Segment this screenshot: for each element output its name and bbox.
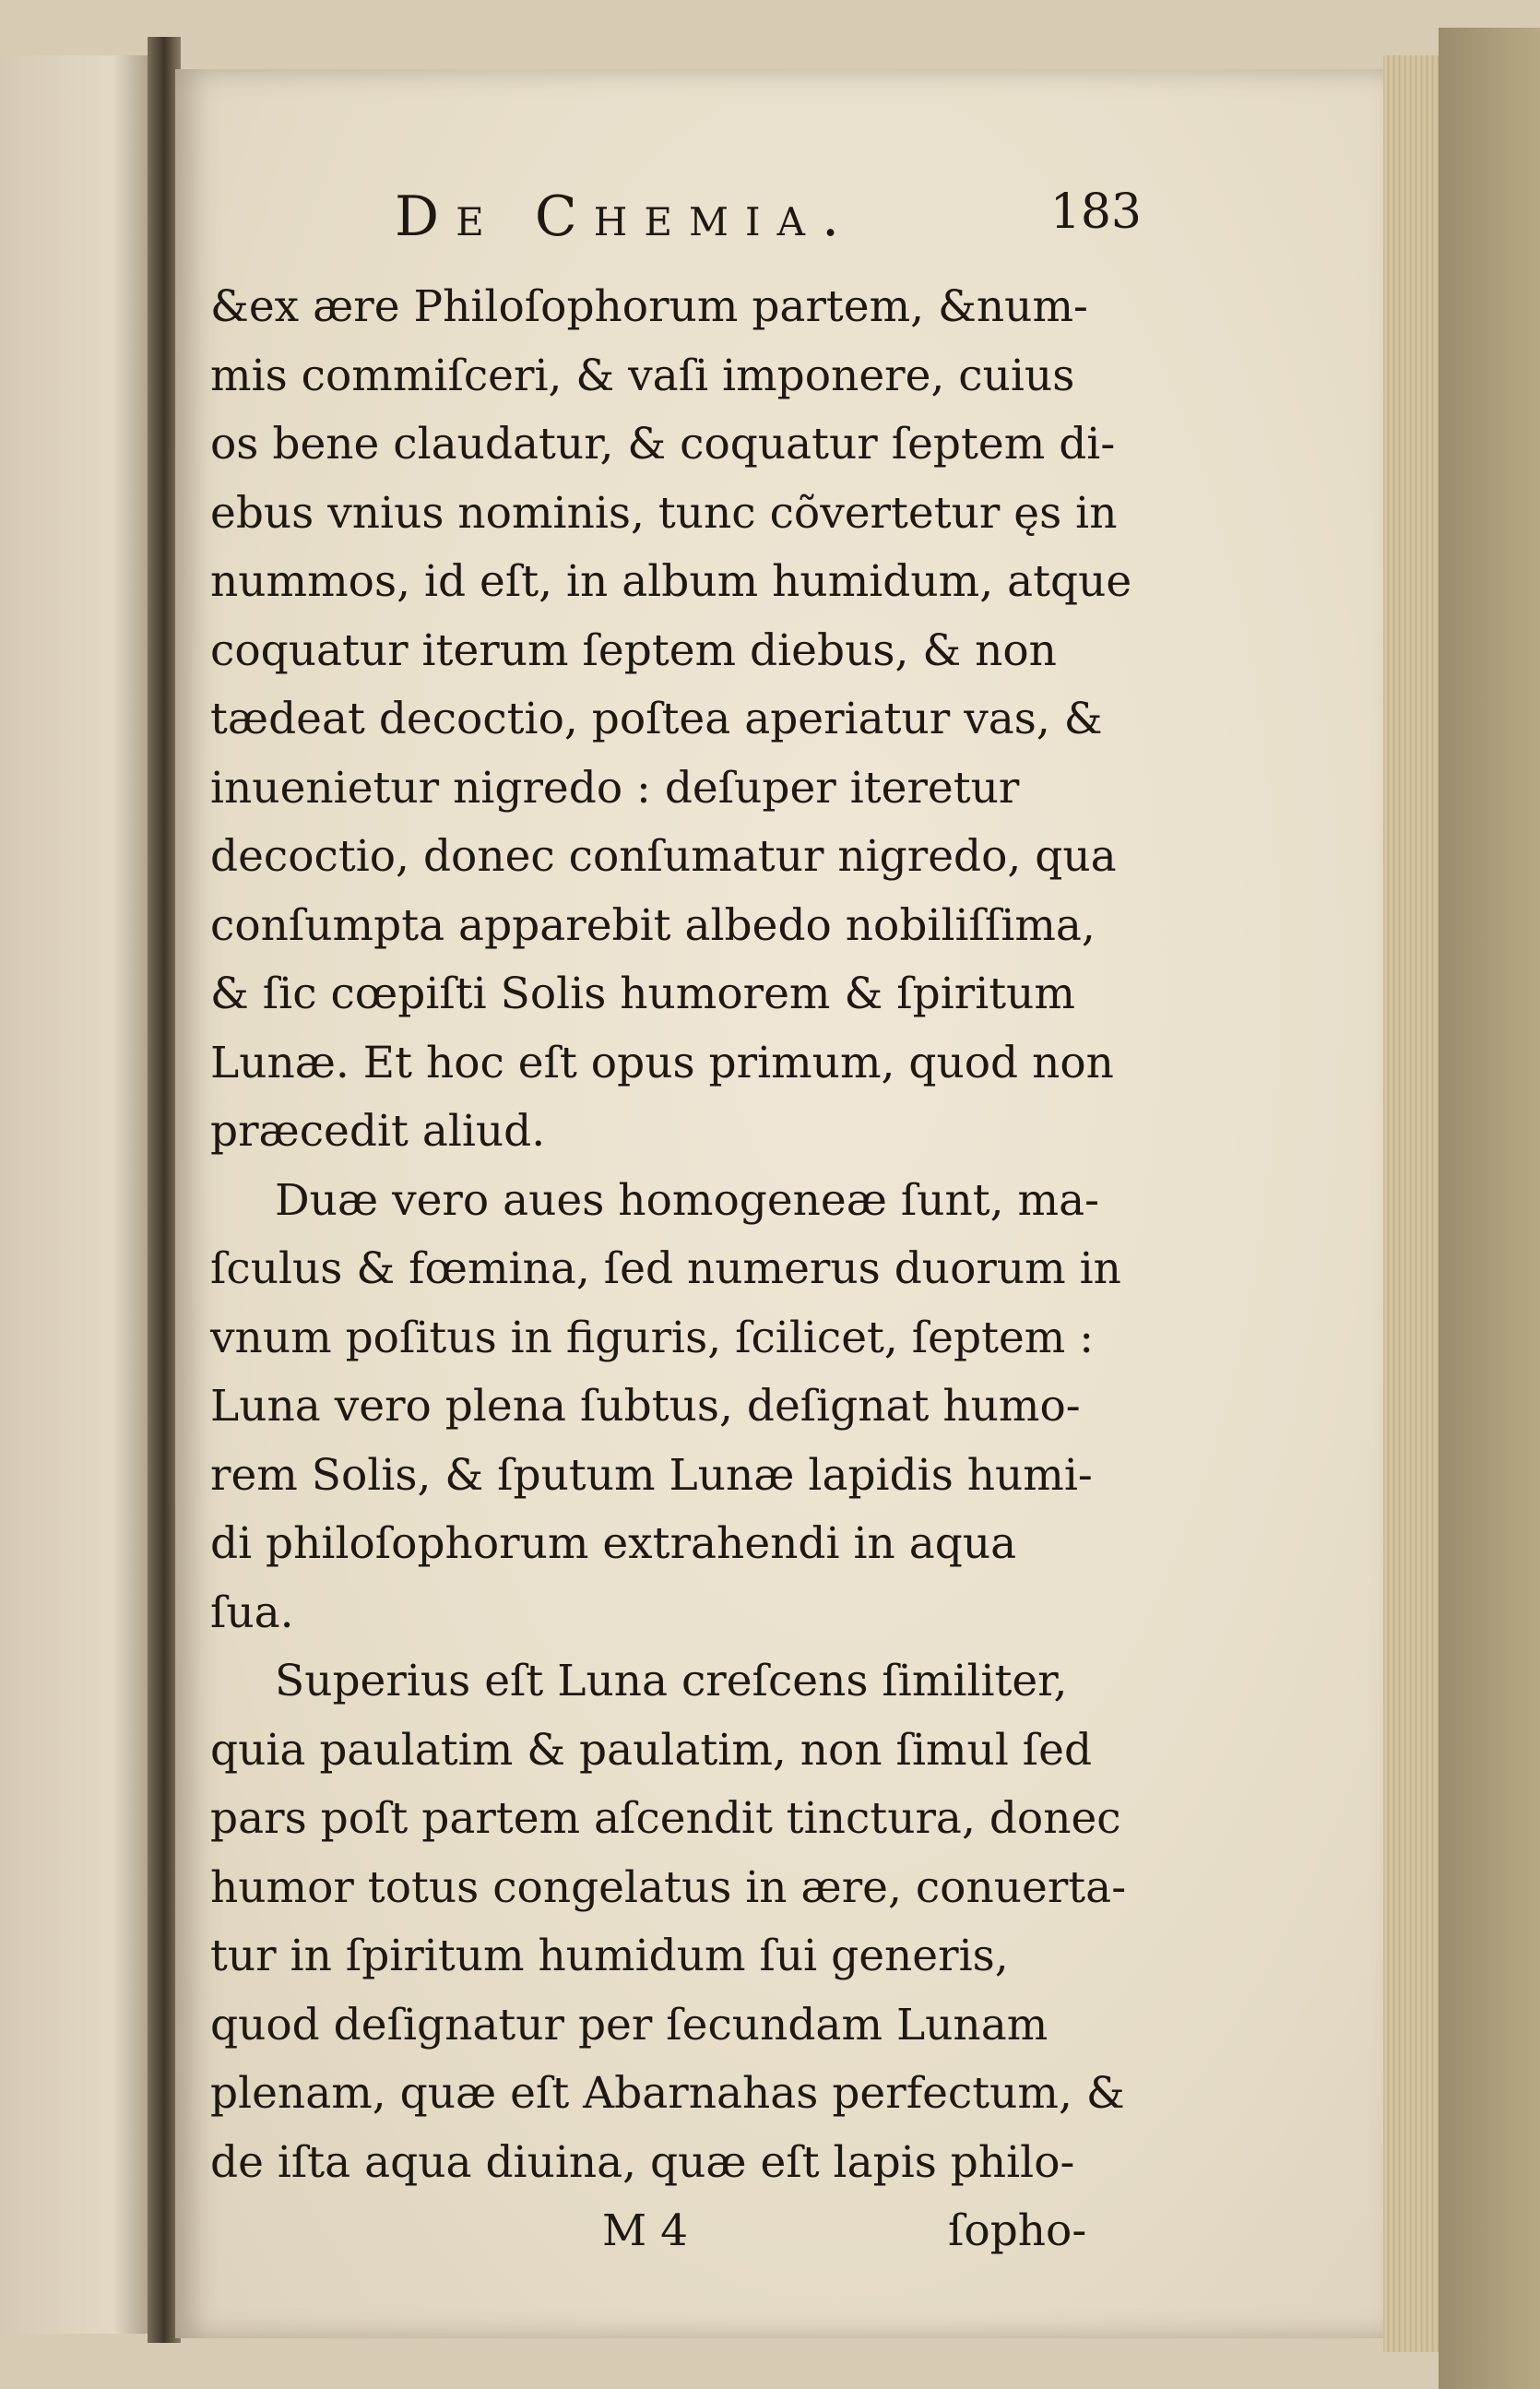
text-line: humor totus congelatus in ære, conuerta- [210,1861,1127,1913]
text-line: Duæ vero aues homogeneæ ſunt, ma- [275,1174,1100,1226]
text-line: tædeat decoctio, poſtea aperiatur vas, & [210,694,1103,744]
text-line: vnum poſitus in figuris, ſcilicet, ſeptem : [210,1312,1095,1363]
text-line: mis commiſceri, & vaſi imponere, cuius [210,350,1075,401]
facing-page-edge [0,55,161,2334]
text-block [210,184,1142,2265]
text-line: Luna vero plena ſubtus, deſignat humo- [210,1381,1081,1432]
text-line: Lunæ. Et hoc eſt opus primum, quod non [210,1037,1114,1088]
page-footer [210,2197,1132,2265]
running-head [210,184,1142,273]
text-line: coquatur iterum ſeptem diebus, & non [210,624,1057,676]
text-line: quia paulatim & paulatim, non ſimul ſed [210,1724,1093,1776]
text-line: conſumpta apparebit albedo nobiliſſima, [210,899,1096,951]
text-line: Superius eſt Luna creſcens ſimiliter, [275,1656,1068,1706]
signature-mark: M 4 [602,2205,688,2256]
text-line: pars poſt partem aſcendit tinctura, donec [210,1793,1121,1844]
text-line: os bene claudatur, & coquatur ſeptem di- [210,419,1116,469]
text-line: &ex ære Philoſophorum partem, &num- [210,281,1088,332]
text-line: tur in ſpiritum humidum ſui generis, [210,1931,1009,1981]
text-line: plenam, quæ eſt Abarnahas perfectum, & [210,2068,1125,2119]
text-line: de iſta aqua diuina, quæ eſt lapis philo- [210,2136,1075,2188]
body-text [210,273,1132,2197]
text-line: nummos, id eſt, in album humidum, atque [210,556,1132,607]
text-line: ſua. [210,1587,294,1638]
text-line: ebus vnius nominis, tunc cõvertetur ęs in [210,487,1118,539]
bleed-through-text [0,55,161,298]
text-line: inuenietur nigredo : deſuper iteretur [210,762,1020,814]
text-line: decoctio, donec conſumatur nigredo, qua [210,831,1117,882]
text-line: di philoſophorum extrahendi in aqua [210,1518,1017,1569]
page-number: 183 [1049,184,1142,240]
text-line: præcedit aliud. [210,1106,546,1157]
text-line: quod deſignatur per ſecundam Lunam [210,1999,1048,2050]
catchword: ſopho- [948,2205,1087,2256]
running-head-title: De Chemia. [395,184,857,249]
book-cover-board [1439,28,1540,2389]
text-line: & ſic cœpiſti Solis humorem & ſpiritum [210,969,1075,1019]
text-line: rem Solis, & ſputum Lunæ lapidis humi- [210,1449,1093,1501]
text-line: ſculus & fœmina, ſed numerus duorum in [210,1243,1121,1294]
